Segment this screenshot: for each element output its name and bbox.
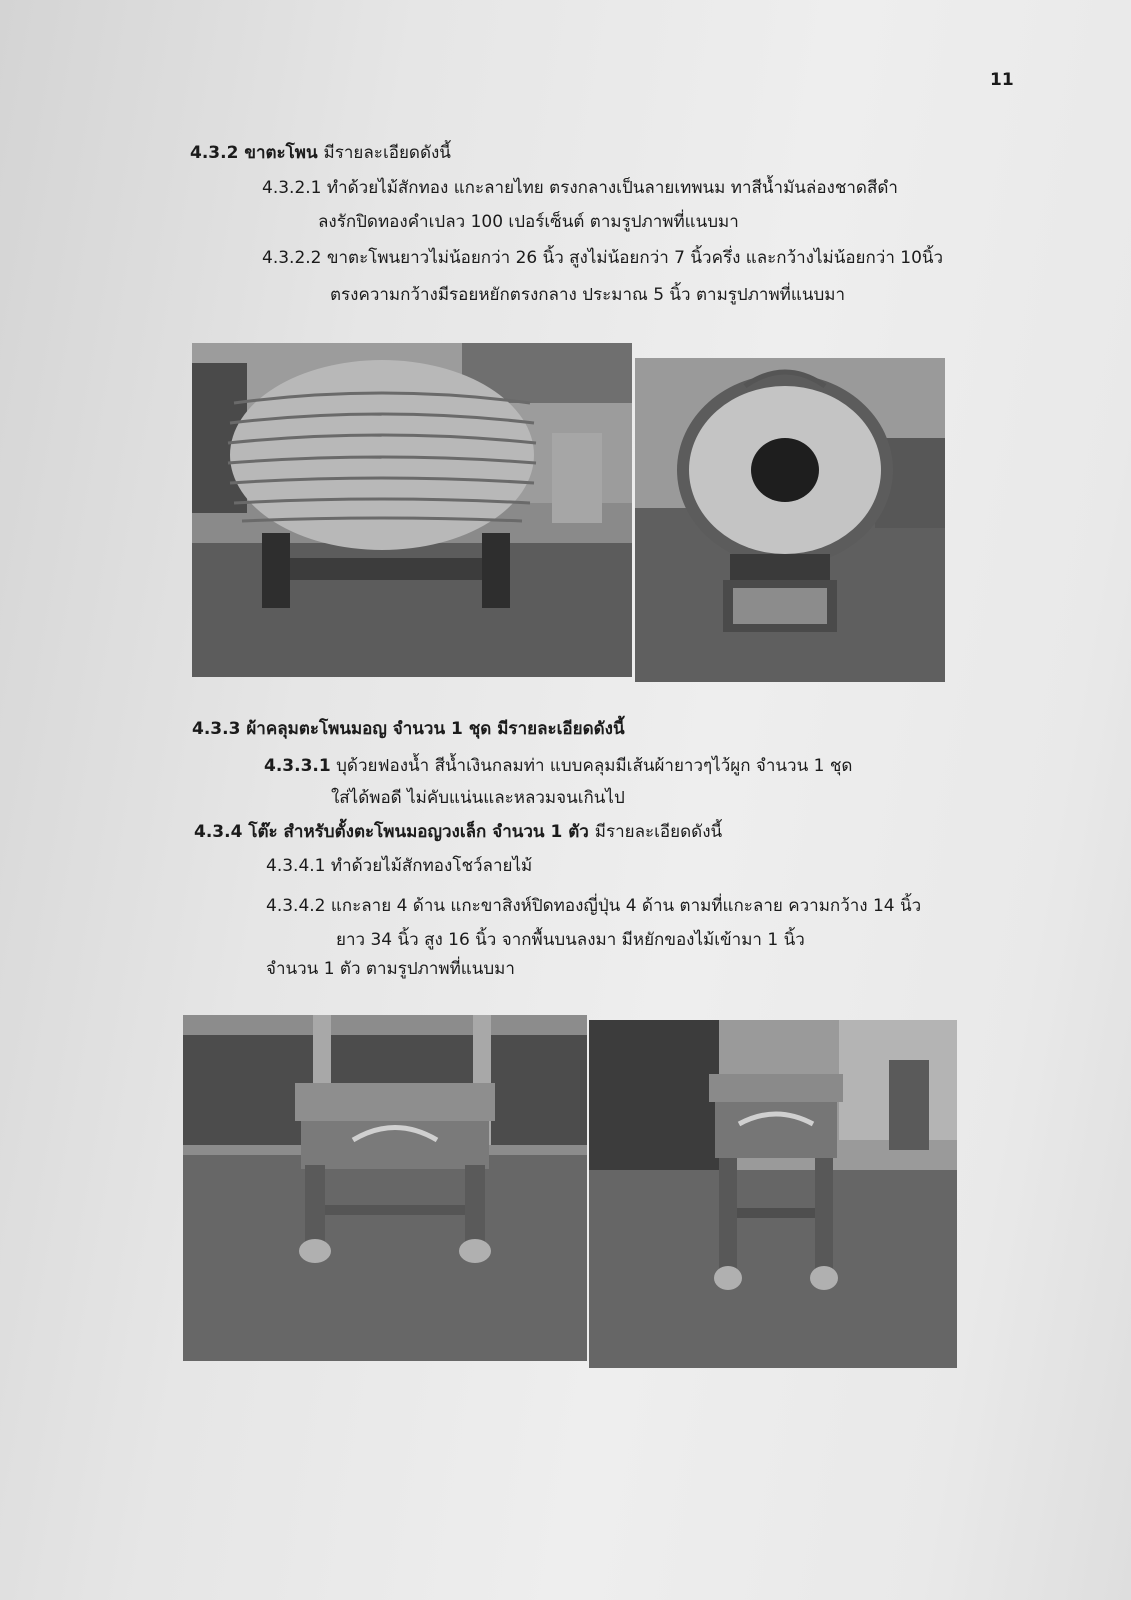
item-4-3-2-2-line1: 4.3.2.2 ขาตะโพนยาวไม่น้อยกว่า 26 นิ้ว สูงไม่น้อยกว่า 7 นิ้วครึ่ง และกว้างไม่น้อยกว่า 10นิ้ว [262,248,944,268]
item-4-3-2-2-line2: ตรงความกว้างมีรอยหยักตรงกลาง ประมาณ 5 นิ้ว ตามรูปภาพที่แนบมา [330,285,845,305]
item-4-3-3-1-line1 [264,754,852,778]
heading-number: 4.3.2 [190,143,239,163]
heading-title: ขาตะโพน [244,143,318,163]
section-heading-4-3-2 [190,141,451,165]
heading-number: 4.3.4 [194,822,243,842]
photo-table-front [183,1015,587,1361]
item-4-3-3-1-line2: ใส่ได้พอดี ไม่คับแน่นและหลวมจนเกินไป [331,788,625,808]
heading-rest: มีรายละเอียดดังนี้ [323,143,451,163]
item-4-3-2-1-line2: ลงรักปิดทองคำเปลว 100 เปอร์เซ็นต์ ตามรูปภาพที่แนบมา [318,212,739,232]
item-4-3-3-1-text: บุด้วยฟองน้ำ สีน้ำเงินกลมท่า แบบคลุมมีเส้นผ้ายาวๆไว้ผูก จำนวน 1 ชุด [336,756,853,776]
item-4-3-2-1-line1: 4.3.2.1 ทำด้วยไม้สักทอง แกะลายไทย ตรงกลางเป็นลายเทพนม ทาสีน้ำมันล่องชาดสีดำ [262,178,898,198]
item-4-3-4-1: 4.3.4.1 ทำด้วยไม้สักทองโชว์ลายไม้ [266,856,533,876]
item-4-3-4-2-line2: ยาว 34 นิ้ว สูง 16 นิ้ว จากพื้นบนลงมา มีหยักของไม้เข้ามา 1 นิ้ว [336,930,805,950]
heading-rest: โต๊ะ สำหรับตั้งตะโพนมอญวงเล็ก จำนวน 1 ตัว [248,822,589,842]
section-heading-4-3-4 [194,820,722,844]
item-4-3-3-1-number: 4.3.3.1 [264,756,331,776]
section-heading-4-3-3: 4.3.3 ผ้าคลุมตะโพนมอญ จำนวน 1 ชุด มีรายละเอียดดังนี้ [192,719,625,739]
heading-tail: มีรายละเอียดดังนี้ [594,822,723,842]
photo-table-side [589,1020,957,1368]
photo-drum-side [192,343,632,677]
item-4-3-4-2-line1: 4.3.4.2 แกะลาย 4 ด้าน แกะขาสิงห์ปิดทองญี่ปุ่น 4 ด้าน ตามที่แกะลาย ความกว้าง 14 นิ้ว [266,896,922,916]
photo-drum-front [635,358,945,682]
page-number: 11 [990,70,1014,90]
item-4-3-4-2-line3: จำนวน 1 ตัว ตามรูปภาพที่แนบมา [266,959,515,979]
